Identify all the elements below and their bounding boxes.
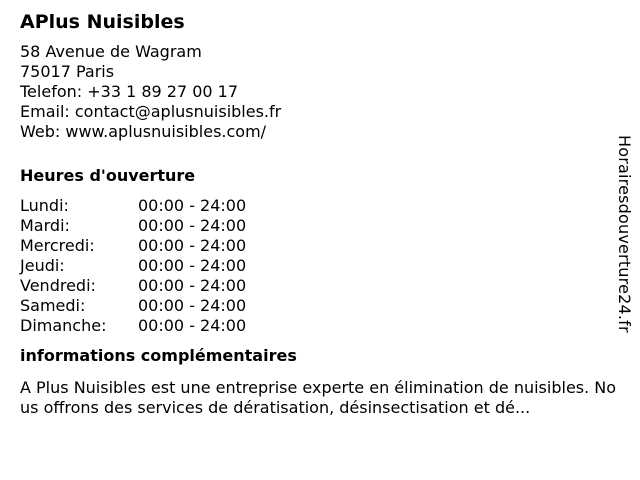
hours-row [20, 196, 246, 216]
business-description: A Plus Nuisibles est une entreprise experte en élimination de nuisibles. Nous offrons des services de dératisation, désinsectisation et dé... [20, 378, 617, 417]
day-hours: 00:00 - 24:00 [138, 196, 247, 215]
site-watermark: Horairesdouverture24.fr [615, 135, 634, 333]
business-card [20, 10, 620, 418]
additional-info-heading: informations complémentaires [20, 346, 297, 365]
day-label: Samedi: [20, 296, 86, 315]
phone-line: Telefon: +33 1 89 27 00 17 [20, 82, 239, 101]
hours-row [20, 296, 246, 316]
day-label: Lundi: [20, 196, 69, 215]
day-label: Dimanche: [20, 316, 107, 335]
day-hours: 00:00 - 24:00 [138, 316, 247, 335]
email-line: Email: contact@aplusnuisibles.fr [20, 102, 282, 121]
day-label: Mardi: [20, 216, 70, 235]
address-city: 75017 Paris [20, 62, 115, 81]
day-hours: 00:00 - 24:00 [138, 296, 247, 315]
hours-row [20, 216, 246, 236]
address-street: 58 Avenue de Wagram [20, 42, 202, 61]
hours-row [20, 276, 246, 296]
day-label: Vendredi: [20, 276, 96, 295]
day-hours: 00:00 - 24:00 [138, 216, 247, 235]
opening-hours-heading: Heures d'ouverture [20, 166, 196, 185]
hours-row [20, 236, 246, 256]
day-hours: 00:00 - 24:00 [138, 256, 247, 275]
day-label: Jeudi: [20, 256, 65, 275]
day-hours: 00:00 - 24:00 [138, 276, 247, 295]
hours-row [20, 256, 246, 276]
day-label: Mercredi: [20, 236, 95, 255]
hours-row [20, 316, 246, 336]
opening-hours-table [20, 196, 246, 336]
website-line: Web: www.aplusnuisibles.com/ [20, 122, 267, 141]
business-name: APlus Nuisibles [20, 11, 185, 33]
day-hours: 00:00 - 24:00 [138, 236, 247, 255]
